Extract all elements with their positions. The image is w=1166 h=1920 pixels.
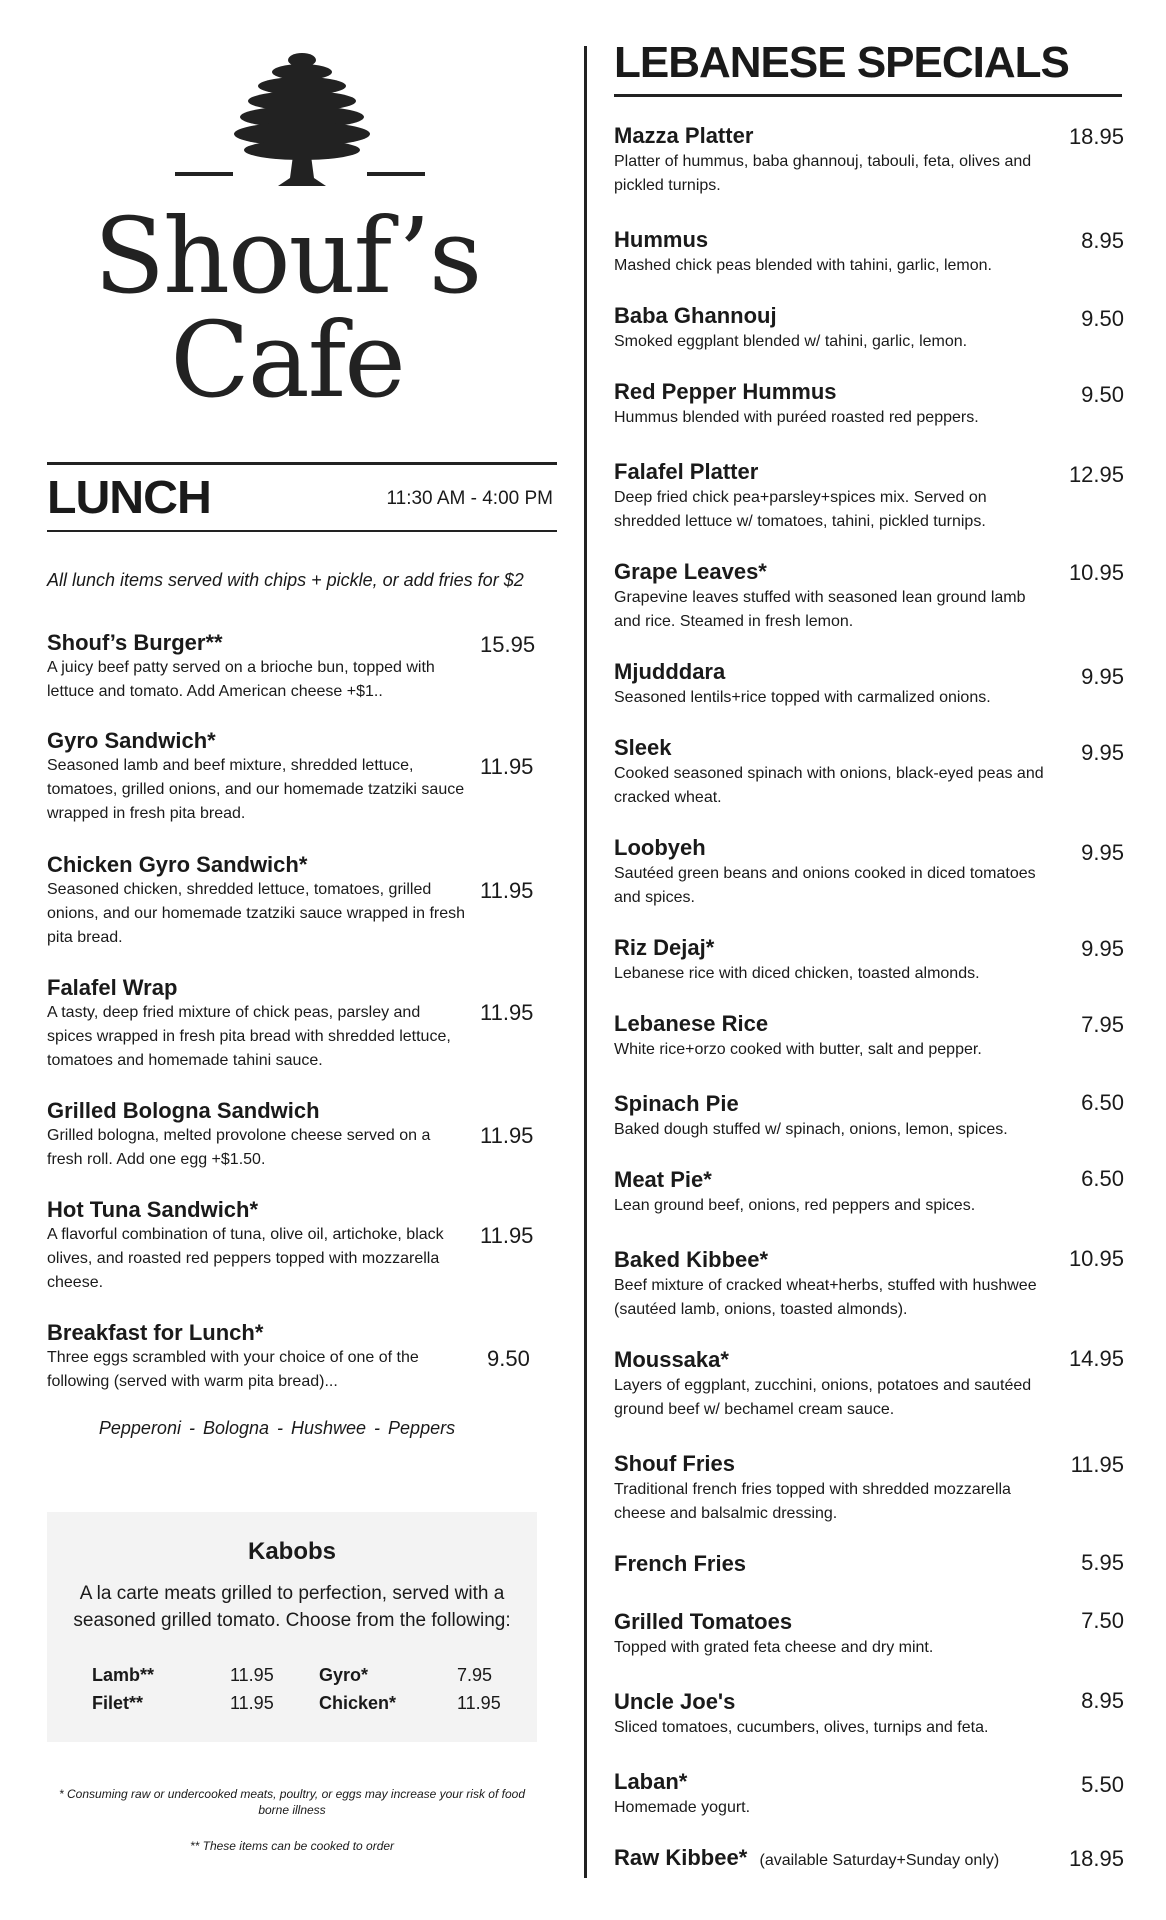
item-desc: Traditional french fries topped with shredded mozzarella cheese and balsalmic dressing. xyxy=(614,1481,1011,1522)
item-desc: A tasty, deep fried mixture of chick peas, parsley and spices wrapped in fresh pita bread with shredded lettuce, tomatoes and homemade tahini sauce. xyxy=(47,1004,451,1069)
lunch-item xyxy=(47,1197,557,1295)
special-item xyxy=(614,458,1124,534)
special-item xyxy=(614,1166,1124,1218)
special-item xyxy=(614,1450,1124,1526)
footnote-cooked: ** These items can be cooked to order xyxy=(189,1839,395,1853)
item-desc: Deep fried chick pea+parsley+spices mix. Served on shredded lettuce w/ tomatoes, tahini, pickled turnips. xyxy=(614,489,987,530)
item-desc: Homemade yogurt. xyxy=(614,1799,751,1816)
kabob-price: 11.95 xyxy=(230,1665,274,1685)
item-price: 11.95 xyxy=(480,878,534,903)
lunch-item xyxy=(47,852,557,950)
special-item xyxy=(614,1090,1124,1142)
item-price: 9.95 xyxy=(1081,740,1124,765)
special-item xyxy=(614,1550,1124,1578)
item-price: 6.50 xyxy=(1081,1166,1124,1191)
column-divider xyxy=(584,46,587,1878)
item-name: Mazza Platter xyxy=(614,123,754,148)
item-price: 18.95 xyxy=(1068,1846,1124,1871)
item-price: 10.95 xyxy=(1068,1246,1124,1271)
item-price: 12.95 xyxy=(1068,462,1124,487)
item-name: Raw Kibbee* xyxy=(614,1845,748,1870)
item-price: 6.50 xyxy=(1081,1090,1124,1115)
specials-rule xyxy=(614,94,1122,97)
item-desc: Platter of hummus, baba ghannouj, tabouli, feta, olives and pickled turnips. xyxy=(614,153,1032,194)
lunch-bottom-rule xyxy=(47,530,557,532)
breakfast-choices: Pepperoni - Bologna - Hushwee - Peppers xyxy=(98,1418,456,1438)
item-desc: Smoked eggplant blended w/ tahini, garlic, lemon. xyxy=(614,333,968,350)
item-price: 8.95 xyxy=(1081,1688,1124,1713)
footnote-consuming: * Consuming raw or undercooked meats, poultry, or eggs may increase your risk of food borne illness xyxy=(59,1787,525,1817)
item-price: 9.50 xyxy=(1081,382,1124,407)
item-desc: Topped with grated feta cheese and dry mint. xyxy=(614,1639,934,1656)
special-item xyxy=(614,1246,1124,1322)
item-name: Grilled Bologna Sandwich xyxy=(47,1098,320,1123)
item-price: 18.95 xyxy=(1068,124,1124,149)
item-name: Lebanese Rice xyxy=(614,1011,769,1036)
item-name: French Fries xyxy=(614,1551,747,1576)
item-name: Mjudddara xyxy=(614,659,726,684)
kabobs-box xyxy=(47,1512,537,1742)
item-name: Falafel Platter xyxy=(614,459,759,484)
kabob-name: Filet** xyxy=(92,1693,144,1713)
right-column xyxy=(614,0,1124,1920)
item-desc: Grilled bologna, melted provolone cheese served on a fresh roll. Add one egg +$1.50. xyxy=(47,1127,431,1168)
item-price: 8.95 xyxy=(1081,228,1124,253)
lunch-item xyxy=(47,1320,557,1394)
item-name: Shouf’s Burger** xyxy=(47,630,223,655)
item-desc: Baked dough stuffed w/ spinach, onions, lemon, spices. xyxy=(614,1121,1008,1138)
item-name: Hummus xyxy=(614,227,709,252)
special-item xyxy=(614,122,1124,198)
special-item xyxy=(614,834,1124,910)
lunch-top-rule xyxy=(47,462,557,465)
item-desc: Cooked seasoned spinach with onions, black-eyed peas and cracked wheat. xyxy=(614,765,1044,806)
kabob-price: 11.95 xyxy=(230,1693,274,1713)
item-price: 14.95 xyxy=(1068,1346,1124,1371)
kabob-price: 7.95 xyxy=(457,1665,493,1685)
item-name: Baba Ghannouj xyxy=(614,303,777,328)
kabobs-title: Kabobs xyxy=(247,1538,336,1565)
kabobs-desc: A la carte meats grilled to perfection, served with a seasoned grilled tomato. Choose from the following: xyxy=(73,1583,511,1631)
item-name: Moussaka* xyxy=(614,1347,729,1372)
item-desc: Sliced tomatoes, cucumbers, olives, turnips and feta. xyxy=(614,1719,989,1736)
lunch-item xyxy=(47,1098,557,1172)
item-desc: Beef mixture of cracked wheat+herbs, stuffed with hushwee (sautéed lamb, onions, toasted almonds). xyxy=(614,1277,1037,1318)
item-name: Laban* xyxy=(614,1769,688,1794)
item-desc: Lebanese rice with diced chicken, toasted almonds. xyxy=(614,965,980,982)
item-name: Breakfast for Lunch* xyxy=(47,1320,264,1345)
special-item xyxy=(614,558,1124,634)
item-name: Grilled Tomatoes xyxy=(614,1609,793,1634)
item-price: 7.50 xyxy=(1081,1608,1124,1633)
cedar-tree-icon xyxy=(222,50,382,188)
logo-name-line2: Cafe xyxy=(170,299,404,421)
special-item xyxy=(614,1608,1124,1660)
special-item xyxy=(614,1346,1124,1422)
item-price: 11.95 xyxy=(1070,1452,1124,1477)
lunch-item xyxy=(47,630,557,704)
special-item xyxy=(614,378,1124,430)
item-name: Spinach Pie xyxy=(614,1091,739,1116)
item-price: 9.95 xyxy=(1081,840,1124,865)
lunch-item xyxy=(47,728,557,826)
kabob-name: Lamb** xyxy=(92,1665,155,1685)
item-desc: White rice+orzo cooked with butter, salt and pepper. xyxy=(614,1041,982,1058)
item-desc: Seasoned lamb and beef mixture, shredded lettuce, tomatoes, grilled onions, and our homemade tzatziki sauce wrapped in fresh pita bread. xyxy=(47,757,465,822)
item-desc: Lean ground beef, onions, red peppers and spices. xyxy=(614,1197,976,1214)
logo-rule-right xyxy=(367,172,425,176)
item-name: Baked Kibbee* xyxy=(614,1247,769,1272)
item-price: 11.95 xyxy=(480,1000,534,1025)
item-availability-note: (available Saturday+Sunday only) xyxy=(759,1852,1000,1869)
item-name: Grape Leaves* xyxy=(614,559,767,584)
item-price: 9.95 xyxy=(1081,664,1124,689)
item-name: Red Pepper Hummus xyxy=(614,379,837,404)
logo-rule-left xyxy=(175,172,233,176)
item-desc: Seasoned chicken, shredded lettuce, tomatoes, grilled onions, and our homemade tzatziki sauce wrapped in fresh pita bread. xyxy=(47,881,466,946)
special-item xyxy=(614,934,1124,986)
kabob-name: Chicken* xyxy=(319,1693,397,1713)
special-item xyxy=(614,734,1124,810)
item-name: Uncle Joe's xyxy=(614,1689,736,1714)
item-name: Chicken Gyro Sandwich* xyxy=(47,852,308,877)
item-desc: Hummus blended with puréed roasted red peppers. xyxy=(614,409,979,426)
kabob-name: Gyro* xyxy=(319,1665,369,1685)
lunch-item xyxy=(47,975,557,1073)
lunch-note: All lunch items served with chips + pickle, or add fries for $2 xyxy=(47,570,524,590)
item-price: 7.95 xyxy=(1081,1012,1124,1037)
item-desc: Seasoned lentils+rice topped with carmalized onions. xyxy=(614,689,991,706)
item-price: 9.50 xyxy=(487,1346,530,1371)
special-item xyxy=(614,1768,1124,1820)
item-name: Hot Tuna Sandwich* xyxy=(47,1197,259,1222)
lunch-hours: 11:30 AM - 4:00 PM xyxy=(386,488,553,509)
left-column xyxy=(47,0,557,1920)
item-price: 11.95 xyxy=(480,1123,534,1148)
item-desc: A flavorful combination of tuna, olive oil, artichoke, black olives, and roasted red peppers topped with mozzarella cheese. xyxy=(47,1226,444,1291)
special-item xyxy=(614,302,1124,354)
kabob-price: 11.95 xyxy=(457,1693,501,1713)
item-name: Falafel Wrap xyxy=(47,975,178,1000)
item-price: 11.95 xyxy=(480,754,534,779)
special-item xyxy=(614,226,1124,278)
item-name: Riz Dejaj* xyxy=(614,935,715,960)
special-item xyxy=(614,1844,1124,1875)
item-desc: Three eggs scrambled with your choice of one of the following (served with warm pita bread)... xyxy=(47,1349,419,1390)
item-name: Meat Pie* xyxy=(614,1167,712,1192)
item-price: 15.95 xyxy=(480,632,536,657)
special-item xyxy=(614,658,1124,710)
item-desc: Sautéed green beans and onions cooked in diced tomatoes and spices. xyxy=(614,865,1036,906)
specials-title: LEBANESE SPECIALS xyxy=(614,38,1069,87)
logo-name-line1: Shouf’s xyxy=(93,195,481,317)
item-price: 10.95 xyxy=(1068,560,1124,585)
item-desc: Layers of eggplant, zucchini, onions, potatoes and sautéed ground beef w/ bechamel cream sauce. xyxy=(614,1377,1032,1418)
item-price: 5.50 xyxy=(1081,1772,1124,1797)
special-item xyxy=(614,1010,1124,1062)
item-name: Gyro Sandwich* xyxy=(47,728,216,753)
item-price: 9.95 xyxy=(1081,936,1124,961)
item-name: Shouf Fries xyxy=(614,1451,736,1476)
item-price: 11.95 xyxy=(480,1223,534,1248)
lunch-title: LUNCH xyxy=(47,471,211,523)
item-name: Loobyeh xyxy=(614,835,706,860)
special-item xyxy=(614,1688,1124,1740)
item-desc: Mashed chick peas blended with tahini, garlic, lemon. xyxy=(614,257,992,274)
item-name: Sleek xyxy=(614,735,672,760)
item-price: 9.50 xyxy=(1081,306,1124,331)
item-price: 5.95 xyxy=(1081,1550,1124,1575)
item-desc: Grapevine leaves stuffed with seasoned lean ground lamb and rice. Steamed in fresh lemon. xyxy=(614,589,1026,630)
item-desc: A juicy beef patty served on a brioche bun, topped with lettuce and tomato. Add American cheese +$1.. xyxy=(47,659,435,700)
